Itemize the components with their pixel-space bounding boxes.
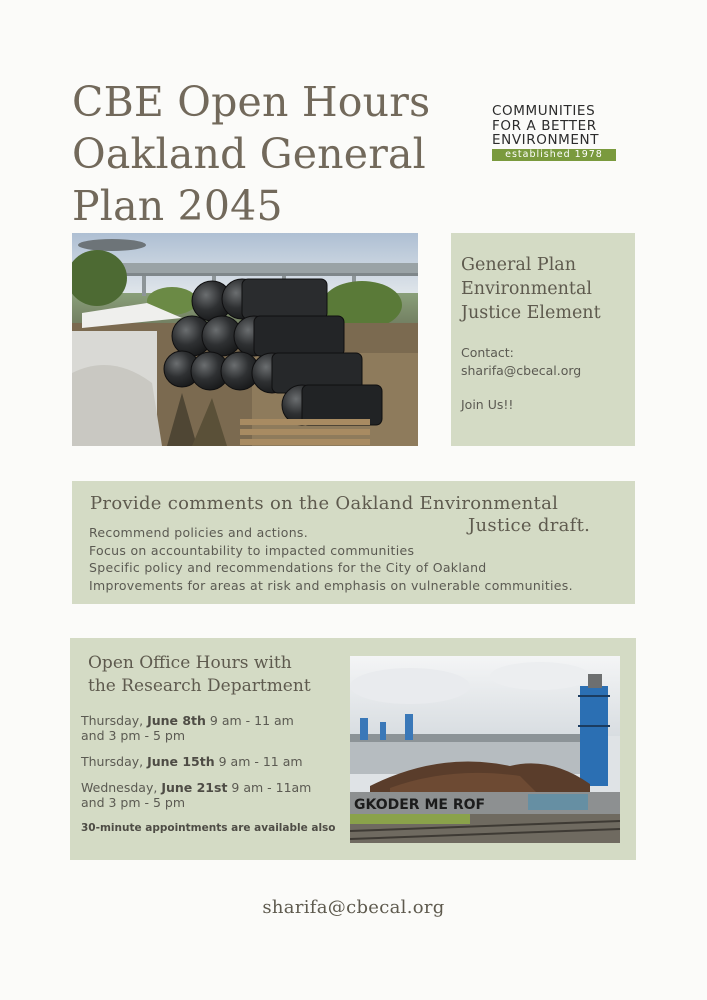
list-item: Improvements for areas at risk and emphasis on vulnerable communities. (89, 577, 573, 593)
industrial-illustration (350, 656, 620, 843)
office-hours-heading (88, 652, 348, 698)
logo-line-2: FOR A BETTER (492, 117, 597, 134)
industrial-photo (350, 656, 620, 843)
comments-list (89, 524, 573, 594)
schedule-time: 9 am - 11am (227, 780, 312, 795)
schedule-date: June 21st (161, 780, 228, 795)
office-hours-heading-line-2: the Research Department (88, 676, 311, 696)
comments-heading-line-2: Justice draft. (468, 515, 591, 536)
schedule-day: Thursday, (81, 754, 148, 769)
footer-email[interactable]: sharifa@cbecal.org (262, 897, 445, 918)
comments-box (72, 481, 635, 604)
element-info-box (451, 233, 635, 446)
list-item: Recommend policies and actions. (89, 525, 309, 540)
title-line-3: Plan 2045 (72, 182, 283, 230)
list-item: Focus on accountability to impacted communities (89, 542, 415, 558)
schedule-day: Wednesday, (81, 780, 162, 795)
join-us-text: Join Us!! (461, 397, 514, 412)
cbe-logo (492, 104, 622, 161)
contact-label: Contact: (461, 345, 514, 360)
comments-heading-line-1: Provide comments on the Oakland Environmental (90, 493, 559, 514)
barrels-illustration (72, 233, 418, 446)
logo-line-3: ENVIRONMENT (492, 132, 600, 148)
element-heading-line-3: Justice Element (461, 303, 601, 323)
schedule-time-2: and 3 pm - 5 pm (81, 728, 186, 743)
schedule-day: Thursday, (81, 713, 148, 728)
schedule-time-2: and 3 pm - 5 pm (81, 795, 186, 810)
element-heading (461, 253, 631, 325)
schedule-item-1 (81, 713, 351, 743)
schedule-date: June 8th (147, 713, 206, 728)
appointments-note: 30-minute appointments are available also (81, 822, 336, 834)
barrels-photo (72, 233, 418, 446)
office-hours-heading-line-1: Open Office Hours with (88, 653, 292, 673)
schedule-item-3 (81, 780, 351, 810)
logo-established-bar: established 1978 (492, 149, 616, 161)
graffiti-text: GKODER ME ROF (354, 797, 486, 813)
list-item: Specific policy and recommendations for the City of Oakland (89, 560, 487, 575)
title-line-2: Oakland General (72, 130, 426, 178)
element-heading-line-1: General Plan (461, 255, 576, 275)
page-title (72, 76, 482, 232)
logo-line-1: COMMUNITIES (492, 103, 596, 119)
schedule-item-2 (81, 754, 351, 769)
contact-email[interactable]: sharifa@cbecal.org (461, 363, 582, 378)
element-heading-line-2: Environmental (461, 279, 592, 299)
schedule-date: June 15th (147, 754, 215, 769)
schedule-time: 9 am - 11 am (205, 713, 294, 728)
schedule-time: 9 am - 11 am (214, 754, 303, 769)
title-line-1: CBE Open Hours (72, 78, 431, 126)
